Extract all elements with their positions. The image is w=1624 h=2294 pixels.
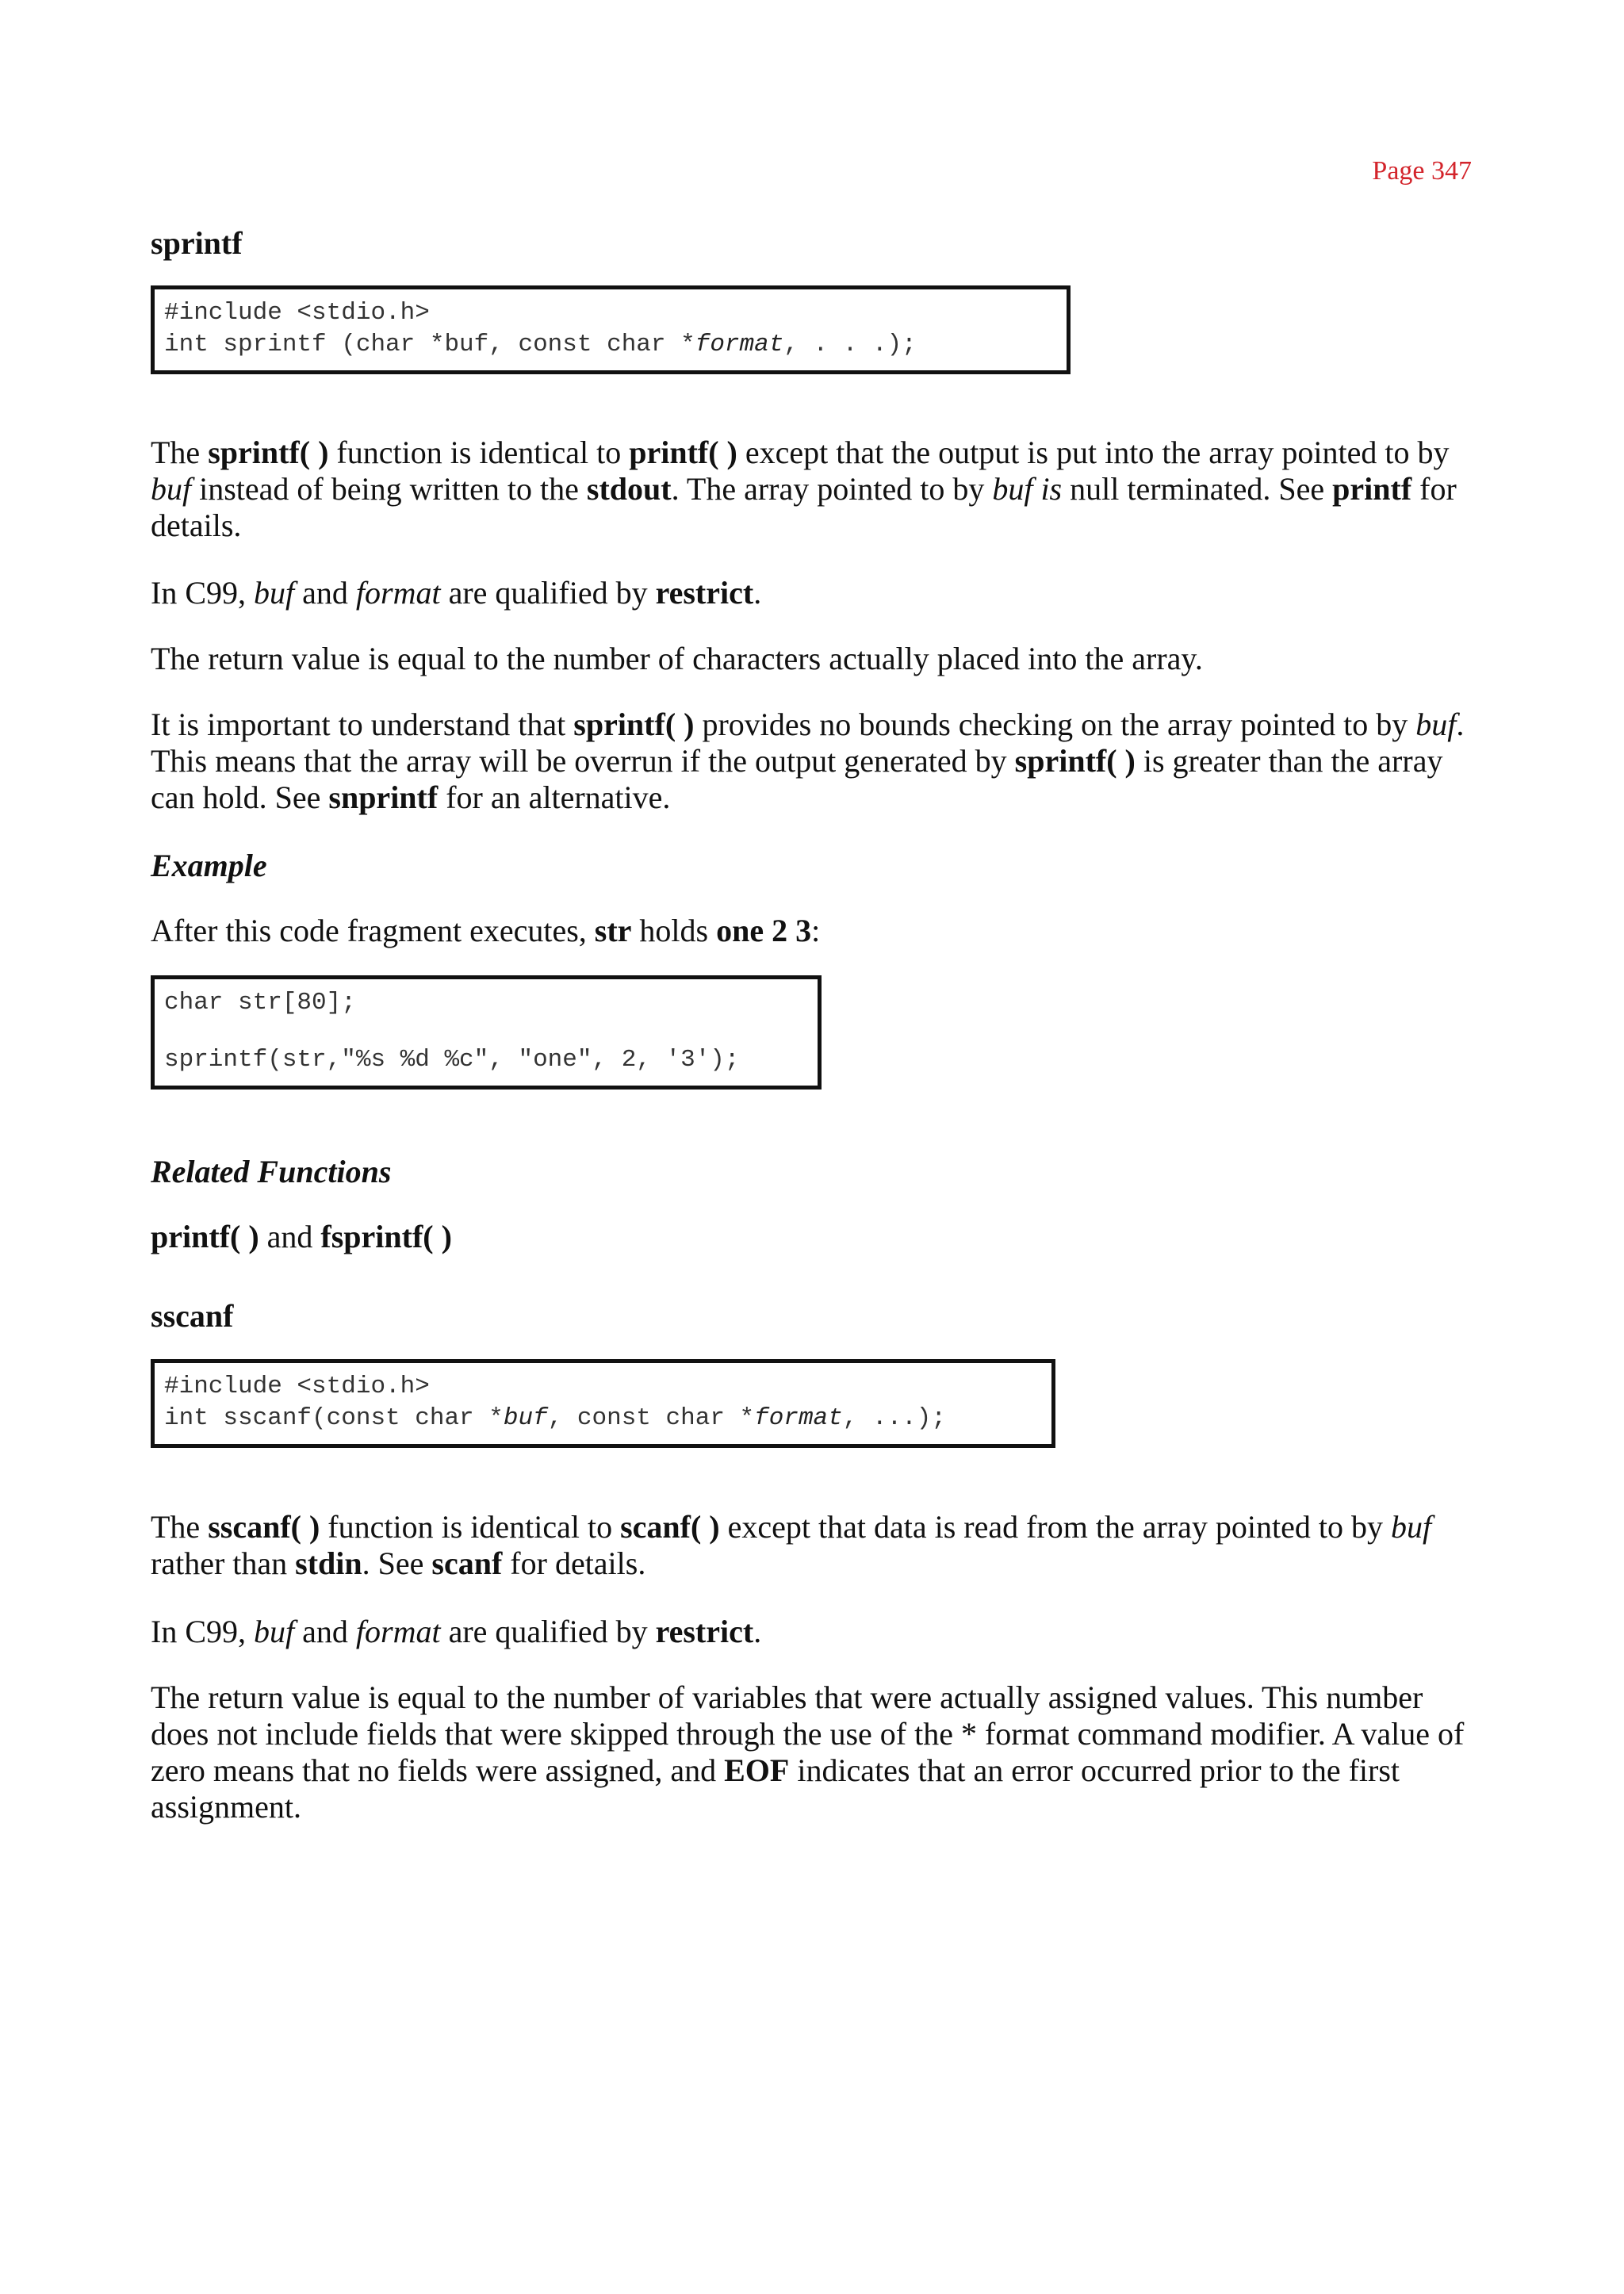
code-param: buf: [503, 1404, 548, 1432]
sprintf-c99-note: In C99, buf and format are qualified by restrict.: [151, 575, 762, 611]
code-text: , . . .);: [783, 331, 917, 358]
sscanf-return-value: The return value is equal to the number of variables that were actually assigned values. This number does not include fields that were skipped through the use of the * format command modifier. A value of zero means that no fields were assigned, and EOF indicates that an error occurred prior to the first assignment.: [151, 1679, 1465, 1825]
sscanf-c99-note: In C99, buf and format are qualified by restrict.: [151, 1614, 762, 1649]
code-line: [164, 329, 1057, 361]
sprintf-heading: sprintf: [151, 225, 243, 261]
related-functions-list: printf( ) and fsprintf( ): [151, 1219, 452, 1254]
sprintf-return-value: The return value is equal to the number of characters actually placed into the array.: [151, 641, 1203, 676]
code-line: #include <stdio.h>: [164, 1373, 430, 1400]
code-line: #include <stdio.h>: [164, 299, 430, 327]
code-text: int sprintf (char *buf, const char *: [164, 331, 695, 358]
code-line: [164, 1403, 1042, 1434]
code-line: sprintf(str,"%s %d %c", "one", 2, '3');: [164, 1046, 740, 1074]
example-code-box: [151, 975, 822, 1090]
example-intro: After this code fragment executes, str holds one 2 3:: [151, 913, 821, 948]
sscanf-description: The sscanf( ) function is identical to scanf( ) except that data is read from the array pointed to by buf rather than stdin. See scanf for details.: [151, 1509, 1432, 1581]
example-heading: Example: [151, 848, 267, 883]
sprintf-bounds-warning: It is important to understand that sprintf( ) provides no bounds checking on the array pointed to by buf. This means that the array will be overrun if the output generated by sprintf( ) is greater than the array can hold. See snprintf for an alternative.: [151, 707, 1465, 815]
sprintf-description: The sprintf( ) function is identical to printf( ) except that the output is put into the array pointed to by buf instead of being written to the stdout. The array pointed to by buf is null terminated. See printf for details.: [151, 435, 1457, 543]
sscanf-heading: sscanf: [151, 1298, 234, 1334]
code-param: format: [754, 1404, 843, 1432]
code-text: int sscanf(const char *: [164, 1404, 504, 1432]
related-functions-heading: Related Functions: [151, 1154, 392, 1189]
code-line: char str[80];: [164, 989, 356, 1017]
page-number: Page 347: [1372, 156, 1472, 186]
sscanf-prototype-code-box: [151, 1359, 1055, 1448]
code-blank-line: [164, 1019, 808, 1044]
sprintf-prototype-code-box: [151, 285, 1071, 374]
code-text: , ...);: [842, 1404, 946, 1432]
code-text: , const char *: [547, 1404, 755, 1432]
code-param: format: [695, 331, 784, 358]
